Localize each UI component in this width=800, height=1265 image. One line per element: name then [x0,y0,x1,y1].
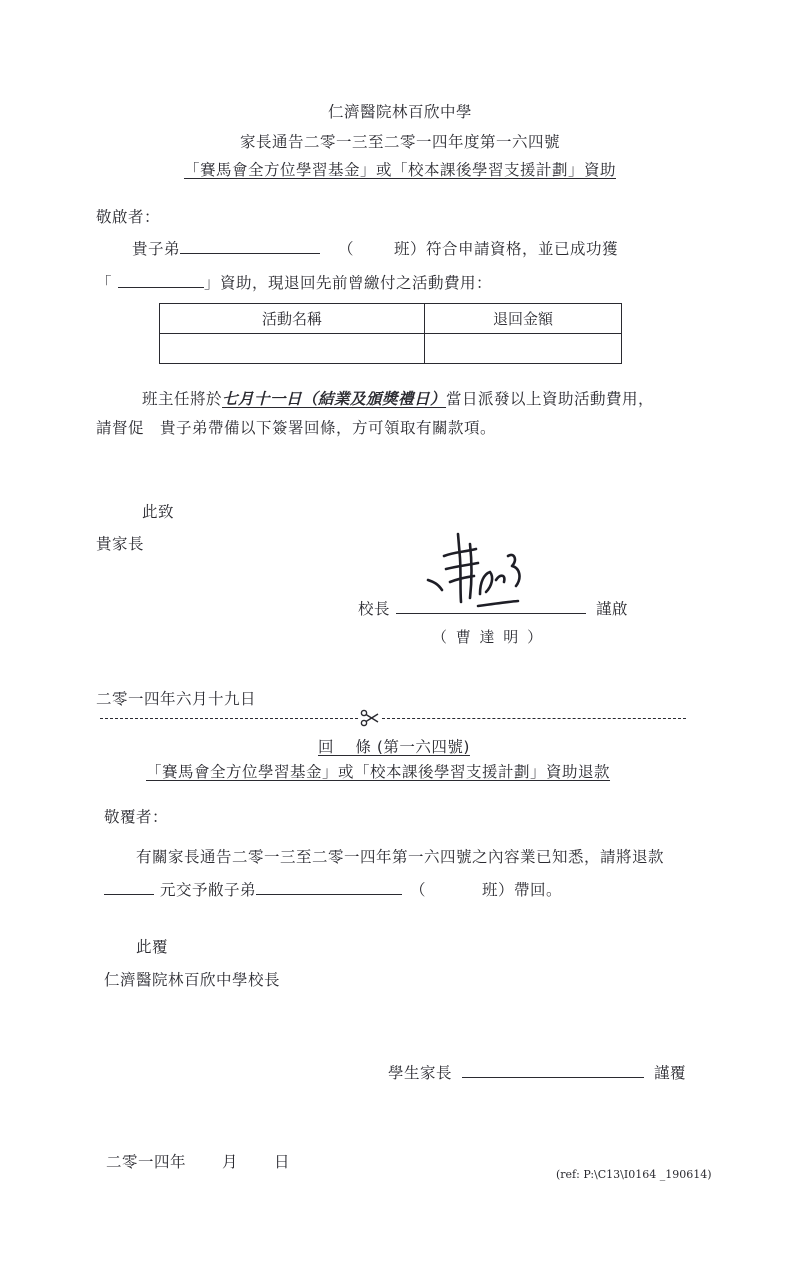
activity-fee-table [159,303,622,364]
reference-code: (ref: P:\C13\I0164 _190614) [556,1168,712,1181]
notice-number: 家長通告二零一三至二零一四年度第一六四號 [239,133,560,151]
text-guizidi: 貴子弟 [132,240,181,258]
reply-subject: 「賽馬會全方位學習基金」或「校本課後學習支援計劃」資助退款 [146,763,611,781]
text-class-bring: 班）帶回。 [482,881,563,899]
reply-date-month: 月 [222,1153,239,1171]
text-distribute: 當日派發以上資助活動費用， [446,390,655,408]
paragraph-line-3 [142,387,654,409]
table-header-activity: 活動名稱 [160,304,425,334]
parent-suffix: 謹覆 [654,1064,687,1082]
reply-paragraph-1: 有關家長通告二零一三至二零一四年第一六四號之內容業已知悉，請將退款 [136,848,665,866]
principal-name: （ 曹 達 明 ） [432,628,545,646]
reply-date-day: 日 [274,1153,291,1171]
principal-sign-line [358,597,628,619]
principal-label: 校長 [358,600,391,618]
reply-closing-principal: 仁濟醫院林百欣中學校長 [104,971,281,989]
text-give-to-child: 元交予敝子弟 [160,881,257,899]
scissors-icon [360,709,380,727]
principal-suffix: 謹啟 [596,600,629,618]
text-bracket-open: 「 [96,274,113,292]
salutation: 敬啟者： [96,208,161,226]
closing-parents: 貴家長 [96,535,145,553]
child-name-blank [256,880,402,895]
principal-signature-blank [396,599,586,614]
parent-label: 學生家長 [388,1064,453,1082]
reply-salutation: 敬覆者： [104,808,169,826]
reply-date [106,1150,290,1172]
parent-signature-blank [462,1063,644,1078]
text-teacher-will: 班主任將於 [142,390,223,408]
closing-ci: 此致 [142,503,175,521]
table-header-amount: 退回金額 [425,304,622,334]
text-paren-open-2: （ [410,881,427,899]
reply-title: 回 條 (第一六四號) [318,738,470,756]
paragraph-line-1 [132,237,618,259]
distribution-date: 七月十一日（結業及頒獎禮日） [222,390,447,408]
table-cell-amount [425,334,622,364]
text-class-qualify: 班）符合申請資格，並已成功獲 [394,240,619,258]
table-cell-activity [160,334,425,364]
student-name-blank [180,239,320,254]
reply-paragraph-2 [104,878,562,900]
paragraph-line-4: 請督促 貴子弟帶備以下簽署回條，方可領取有關款項。 [96,419,497,437]
text-paren-open: （ [338,240,355,258]
cut-line-left [100,718,358,719]
reply-date-year: 二零一四年 [106,1153,187,1171]
parent-sign-line [388,1061,686,1083]
paragraph-line-2 [96,271,492,293]
reply-closing-fu: 此覆 [136,938,169,956]
school-name: 仁濟醫院林百欣中學 [327,103,472,121]
fund-name-blank [118,273,204,288]
notice-subject: 「賽馬會全方位學習基金」或「校本課後學習支援計劃」資助 [183,161,616,179]
letter-date: 二零一四年六月十九日 [96,690,257,708]
cut-line-right [382,718,686,719]
text-refund-intro: 」資助，現退回先前曾繳付之活動費用： [204,274,493,292]
refund-amount-blank [104,880,154,895]
